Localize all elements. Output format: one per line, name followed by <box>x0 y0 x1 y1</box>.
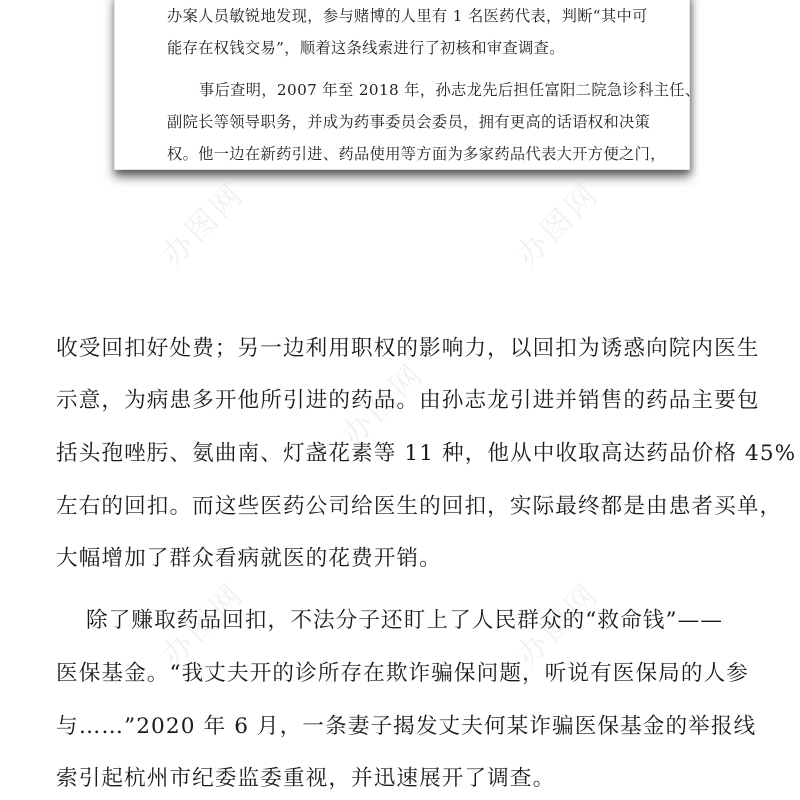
body-line: 示意，为病患多开他所引进的药品。由孙志龙引进并销售的药品主要包 <box>56 388 760 413</box>
body-line: 与……”2020 年 6 月，一条妻子揭发丈夫何某诈骗医保基金的举报线 <box>56 714 757 739</box>
body-line: 索引起杭州市纪委监委重视，并迅速展开了调查。 <box>56 766 556 791</box>
watermark: 办图网 <box>155 576 252 673</box>
excerpt-line: 能存在权钱交易”，顺着这条线索进行了初核和审查调查。 <box>167 39 565 57</box>
watermark: 办图网 <box>155 176 252 273</box>
body-line: 左右的回扣。而这些医药公司给医生的回扣，实际最终都是由患者买单， <box>56 494 783 519</box>
body-line: 收受回扣好处费；另一边利用职权的影响力，以回扣为诱惑向院内医生 <box>56 336 760 361</box>
quoted-excerpt-card <box>114 0 701 170</box>
excerpt-line: 办案人员敏锐地发现，参与赌博的人里有 1 名医药代表，判断“其中可 <box>167 7 648 25</box>
watermark: 办图网 <box>510 176 607 273</box>
excerpt-line: 权。他一边在新药引进、药品使用等方面为多家药品代表大开方便之门， <box>167 145 666 163</box>
body-line: 大幅增加了群众看病就医的花费开销。 <box>56 546 442 571</box>
body-line: 括头孢唑肟、氨曲南、灯盏花素等 11 种，他从中收取高达药品价格 45% <box>56 441 797 466</box>
body-line: 除了赚取药品回扣，不法分子还盯上了人民群众的“救命钱”—— <box>86 608 724 633</box>
excerpt-line: 副院长等领导职务，并成为药事委员会委员，拥有更高的话语权和决策 <box>167 113 651 131</box>
watermark: 办图网 <box>510 576 607 673</box>
watermark: 办图网 <box>335 356 432 453</box>
excerpt-line: 事后查明，2007 年至 2018 年，孙志龙先后担任富阳二院急诊科主任、 <box>199 81 701 99</box>
body-line: 医保基金。“我丈夫开的诊所存在欺诈骗保问题，听说有医保局的人参 <box>56 661 749 686</box>
